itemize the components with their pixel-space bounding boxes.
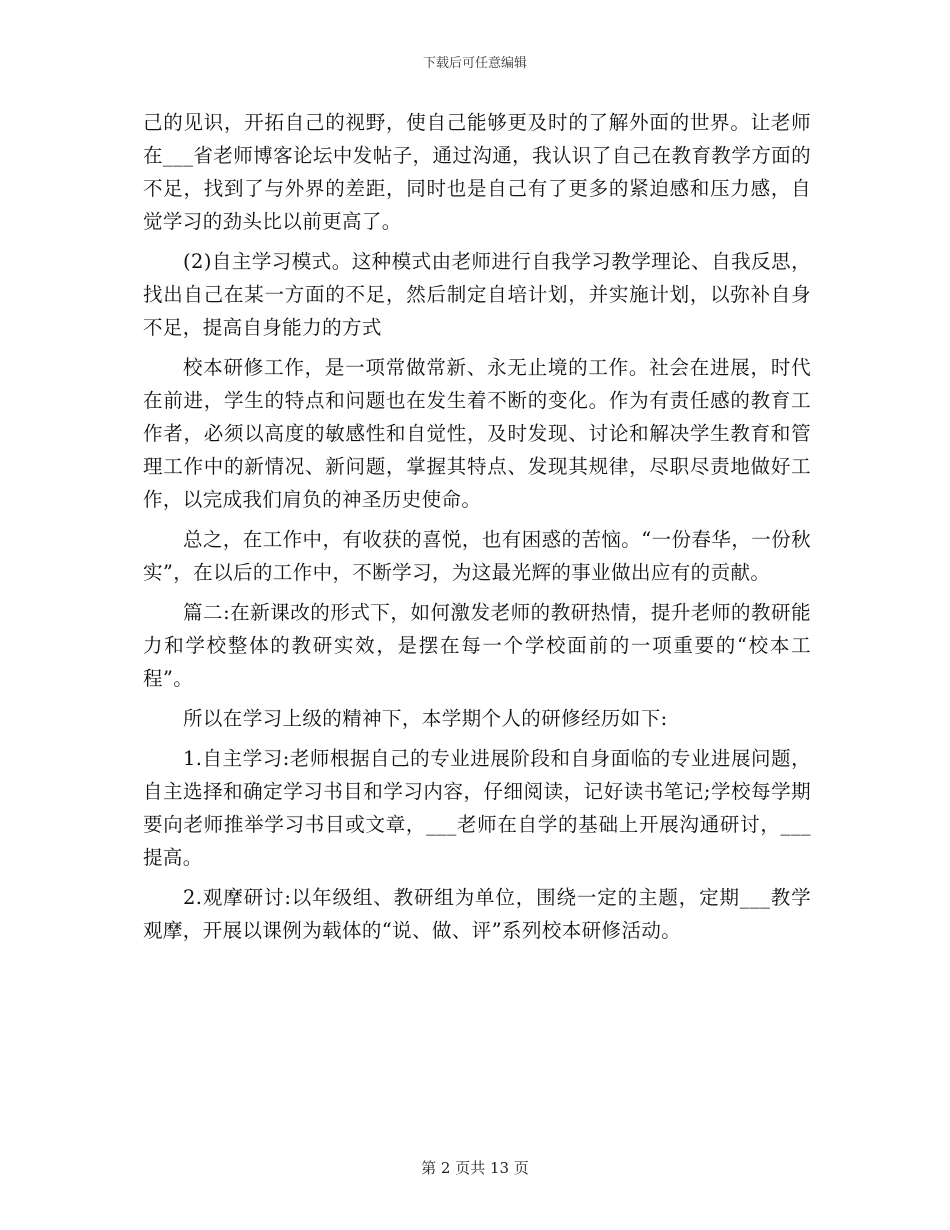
paragraph-1: 己的见识，开拓自己的视野，使自己能够更及时的了解外面的世界。让老师在___省老师博客论坛中发帖子，通过沟通，我认识了自己在教育教学方面的不足，找到了与外界的差距，同时也是自己有了更多的紧迫感和压力感，自觉学习的劲头比以前更高了。 (143, 111, 811, 233)
page-footer: 第 2 页共 13 页 (421, 1159, 529, 1177)
paragraph-4: 总之，在工作中，有收获的喜悦，也有困惑的苦恼。“一份春华，一份秋实”，在以后的工作中，不断学习，为这最光辉的事业做出应有的贡献。 (143, 528, 811, 584)
document-body (143, 106, 811, 954)
paragraph-6: 所以在学习上级的精神下，本学期个人的研修经历如下: (183, 707, 668, 730)
page-header: 下载后可任意编辑 (422, 56, 527, 71)
paragraph-8: 2.观摩研讨:以年级组、教研组为单位，围绕一定的主题，定期___教学观摩，开展以课例为载体的“说、做、评”系列校本研修活动。 (143, 886, 811, 942)
paragraph-7: 1.自主学习:老师根据自己的专业进展阶段和自身面临的专业进展问题，自主选择和确定学习书目和学习内容，仔细阅读，记好读书笔记;学校每学期要向老师推举学习书目或文章，___老师在自学的基础上开展沟通研讨，___提高。 (143, 747, 811, 869)
paragraph-3: 校本研修工作，是一项常做常新、永无止境的工作。社会在进展，时代在前进，学生的特点和问题也在发生着不断的变化。作为有责任感的教育工作者，必须以高度的敏感性和自觉性，及时发现、讨论和解决学生教育和管理工作中的新情况、新问题，掌握其特点、发现其规律，尽职尽责地做好工作，以完成我们肩负的神圣历史使命。 (143, 356, 811, 511)
paragraph-2: (2)自主学习模式。这种模式由老师进行自我学习教学理论、自我反思，找出自己在某一方面的不足，然后制定自培计划，并实施计划，以弥补自身不足，提高自身能力的方式 (143, 250, 811, 339)
paragraph-5: 篇二:在新课改的形式下，如何激发老师的教研热情，提升老师的教研能力和学校整体的教研实效，是摆在每一个学校面前的一项重要的“校本工程”。 (143, 601, 811, 690)
